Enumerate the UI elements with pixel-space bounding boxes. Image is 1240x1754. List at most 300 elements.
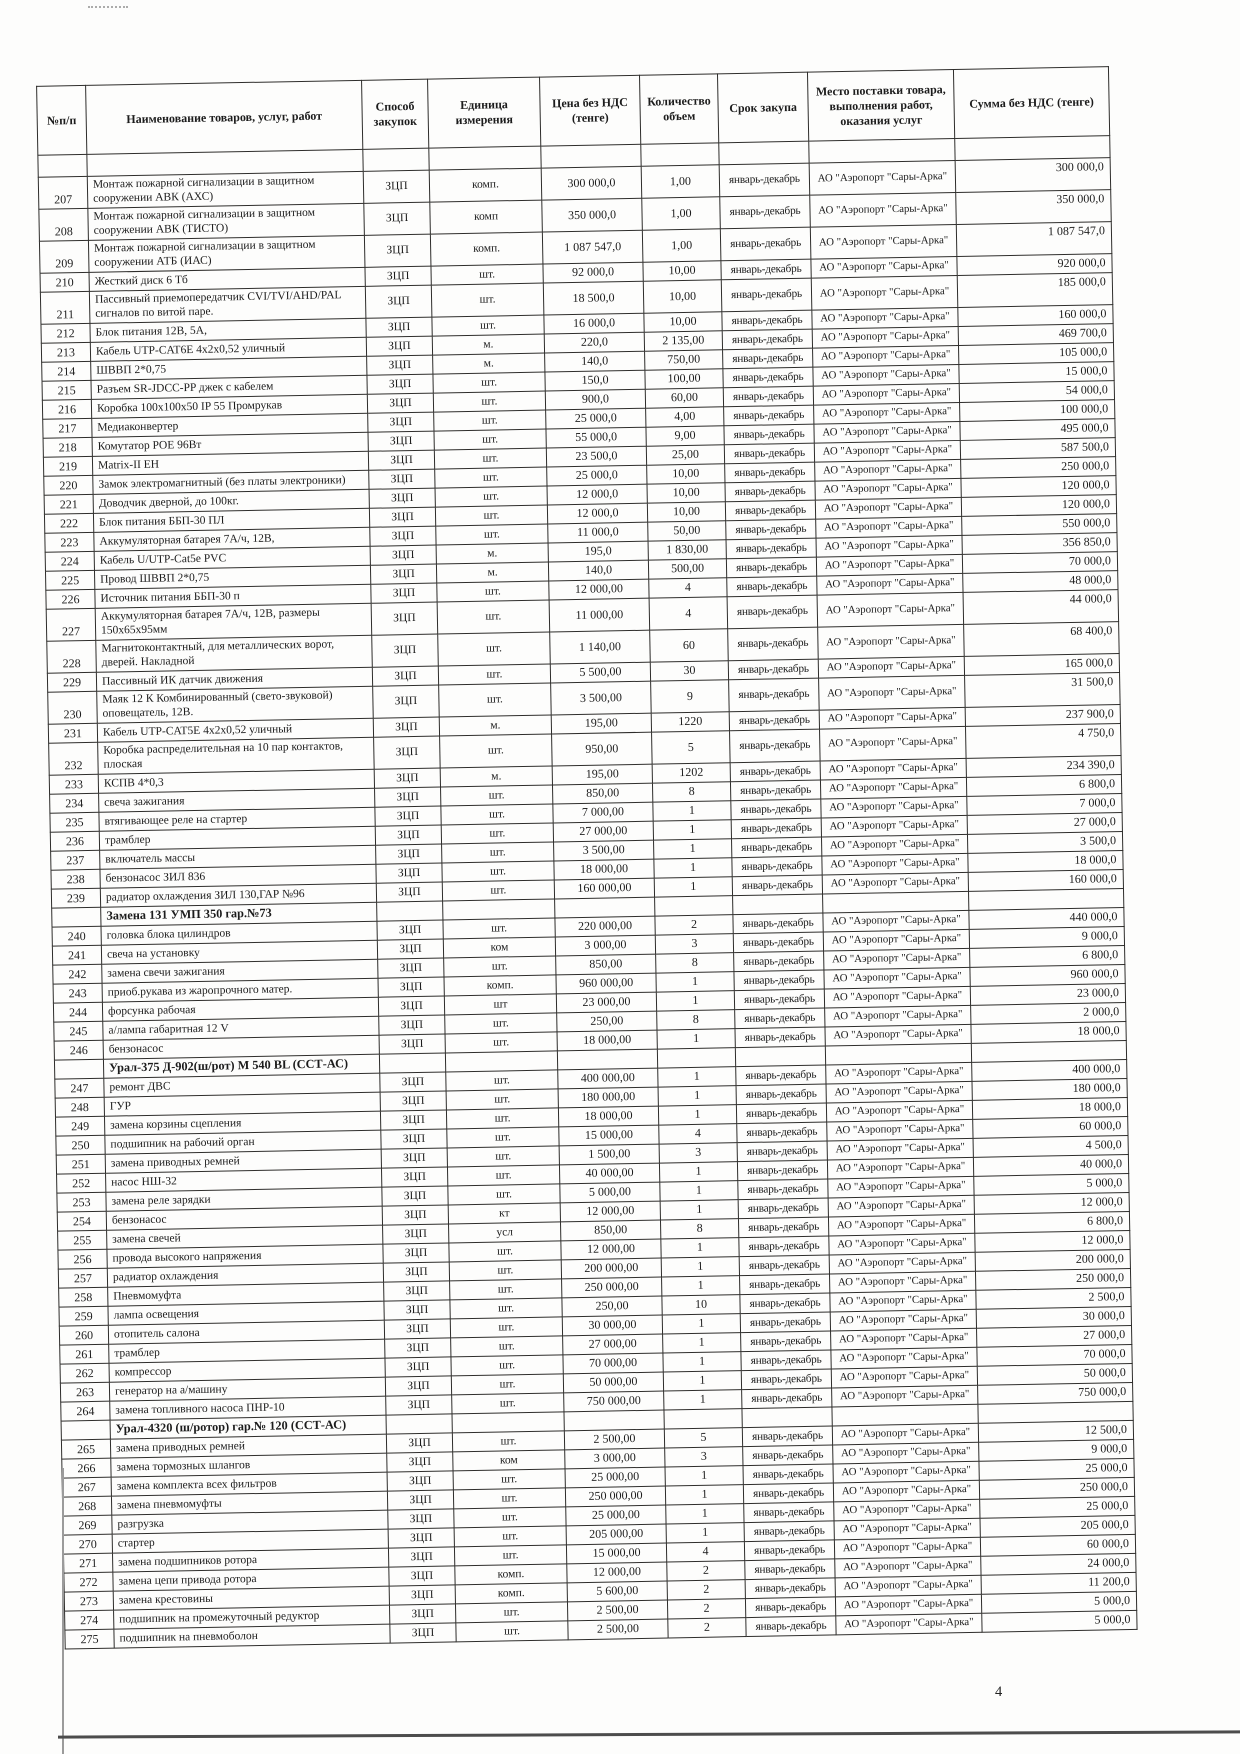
cell-sum: 5 000,0 — [981, 1591, 1136, 1613]
cell-num: 247 — [55, 1078, 104, 1098]
cell-num: 208 — [39, 208, 89, 241]
cell-price: 250 000,00 — [565, 1486, 665, 1507]
cell-method: ЗЦП — [380, 1091, 446, 1111]
cell-term: январь-декабрь — [726, 538, 816, 559]
cell-sum: 356 850,0 — [962, 532, 1117, 554]
cell-place: АО "Аэропорт "Сары-Арка" — [812, 326, 958, 348]
cell-sum: 9 000,0 — [979, 1439, 1134, 1461]
cell-qty: 1 — [662, 1275, 740, 1295]
cell-price: 5 000,00 — [560, 1182, 660, 1203]
cell-name: Пассивный приемопередатчик CVI/TVI/AHD/PAL сигналов по витой паре. — [89, 286, 366, 323]
cell-unit: комп. — [430, 232, 543, 266]
cell-num: 227 — [46, 608, 96, 641]
cell-price: 850,00 — [560, 1220, 660, 1241]
cell-name: КСПВ 4*0,3 — [98, 769, 374, 793]
cell-qty: 4 — [659, 1123, 737, 1143]
cell-name: Доводчик дверной, до 100кг. — [93, 489, 369, 513]
cell-sum: 31 500,0 — [965, 672, 1121, 707]
cell-term: январь-декабрь — [743, 1464, 833, 1485]
cell-place: АО "Аэропорт "Сары-Арка" — [814, 421, 960, 443]
cell-name: ГУР — [104, 1092, 380, 1116]
cell-qty: 1 — [663, 1351, 741, 1371]
cell-name: Монтаж пожарной сигнализации в защитном сооружении АВК (ТИСТО) — [88, 203, 365, 240]
cell-qty: 1 — [666, 1503, 744, 1523]
cell-num: 214 — [42, 361, 91, 381]
cell-unit — [443, 899, 555, 920]
cell-sum: 205 000,0 — [980, 1515, 1135, 1537]
cell-sum: 5 000,0 — [982, 1610, 1137, 1632]
cell-price: 160 000,00 — [554, 878, 654, 899]
cell-num: 266 — [62, 1458, 111, 1478]
cell-place: АО "Аэропорт "Сары-Арка" — [815, 459, 961, 481]
cell-name: Коробка 100х100х50 IP 55 Промрукав — [91, 394, 367, 418]
cell-name: форсунка рабочая — [102, 997, 378, 1021]
cell-method: ЗЦП — [387, 1490, 453, 1510]
header-unit: Единица измерения — [428, 77, 541, 148]
cell-sum: 6 800,0 — [966, 774, 1121, 796]
cell-unit: шт. — [435, 467, 547, 488]
cell-method: ЗЦП — [365, 285, 432, 318]
cell-qty: 5 — [664, 1427, 742, 1447]
cell-term: январь-декабрь — [742, 1426, 832, 1447]
cell-method: ЗЦП — [367, 355, 433, 375]
cell-qty: 1 — [663, 1332, 741, 1352]
cell-name: подшипник на промежуточный редуктор — [114, 1605, 390, 1629]
cell-name: Пневмомуфта — [108, 1282, 384, 1306]
cell-term — [733, 894, 823, 915]
cell-num: 230 — [48, 691, 98, 724]
cell-qty: 1202 — [652, 762, 730, 782]
cell-qty: 2 — [667, 1560, 745, 1580]
cell-qty: 4 — [649, 578, 727, 598]
cell-place: АО "Аэропорт "Сары-Арка" — [810, 224, 957, 259]
cell-name: насос НШ-32 — [106, 1168, 382, 1192]
cell-place: АО "Аэропорт "Сары-Арка" — [823, 910, 969, 932]
cell-term: январь-декабрь — [727, 595, 818, 629]
cell-term: январь-декабрь — [728, 627, 819, 661]
cell-price: 195,0 — [548, 541, 648, 562]
cell-term: январь-декабрь — [736, 1065, 826, 1086]
cell-name: подшипник на пневмоболон — [114, 1624, 390, 1648]
cell-name: Источник питания ББП-30 п — [95, 584, 371, 608]
cell-place: АО "Аэропорт "Сары-Арка" — [834, 1499, 980, 1521]
cell-price: 220,0 — [544, 332, 644, 353]
cell-term: январь-декабрь — [744, 1502, 834, 1523]
cell-unit: шт. — [454, 1507, 566, 1528]
cell-method: ЗЦП — [381, 1129, 447, 1149]
cell-name: замена пневмомуфты — [111, 1491, 387, 1515]
cell-price: 25 000,00 — [566, 1505, 666, 1526]
cell-num: 268 — [62, 1496, 111, 1516]
cell-sum: 120 000,0 — [961, 475, 1116, 497]
cell-method: ЗЦП — [378, 958, 444, 978]
cell-qty: 2 — [667, 1579, 745, 1599]
cell-place: АО "Аэропорт "Сары-Арка" — [822, 853, 968, 875]
cell-sum: 160 000,0 — [968, 869, 1123, 891]
cell-num: 273 — [64, 1591, 113, 1611]
cell-place: АО "Аэропорт "Сары-Арка" — [819, 675, 966, 710]
cell-term: январь-декабрь — [722, 310, 812, 331]
cell-sum: 54 000,0 — [959, 380, 1114, 402]
cell-name: лампа освещения — [108, 1301, 384, 1325]
cell-term: январь-декабрь — [736, 1084, 826, 1105]
cell-term: январь-декабрь — [731, 818, 821, 839]
cell-price: 25 000,0 — [547, 465, 647, 486]
cell-price: 1 140,00 — [550, 630, 651, 664]
cell-sum: 250 000,0 — [975, 1268, 1130, 1290]
cell-price: 140,0 — [545, 351, 645, 372]
cell-name: замена крестовины — [113, 1586, 389, 1610]
cell-unit: комп. — [429, 168, 542, 202]
cell-num: 210 — [40, 272, 89, 292]
cell-price: 3 500,00 — [551, 681, 652, 715]
cell-method: ЗЦП — [388, 1547, 454, 1567]
cell-place: АО "Аэропорт "Сары-Арка" — [831, 1328, 977, 1350]
cell-term: январь-декабрь — [744, 1540, 834, 1561]
cell-name: втягивающее реле на стартер — [99, 807, 375, 831]
cell-name: бензонасос ЗИЛ 836 — [100, 864, 376, 888]
cell-method: ЗЦП — [385, 1338, 451, 1358]
cell-num: 265 — [61, 1439, 110, 1459]
cell-method: ЗЦП — [374, 736, 441, 769]
cell-method: ЗЦП — [386, 1395, 452, 1415]
cell-num: 271 — [63, 1553, 112, 1573]
cell-num: 225 — [45, 570, 94, 590]
table-body — [38, 136, 1137, 1649]
cell-price: 23 500,0 — [546, 446, 646, 467]
cell-term: январь-декабрь — [723, 386, 813, 407]
cell-term: январь-декабрь — [730, 780, 820, 801]
cell-price: 12 000,00 — [567, 1562, 667, 1583]
cell-method: ЗЦП — [376, 844, 442, 864]
cell-term: январь-декабрь — [729, 710, 819, 731]
cell-method: ЗЦП — [383, 1262, 449, 1282]
cell-place: АО "Аэропорт "Сары-Арка" — [816, 516, 962, 538]
cell-qty: 60,00 — [645, 388, 723, 408]
cell-place: АО "Аэропорт "Сары-Арка" — [829, 1271, 975, 1293]
cell-place: АО "Аэропорт "Сары-Арка" — [816, 554, 962, 576]
cell-name: радиатор охлаждения ЗИЛ 130,ГАР №96 — [100, 883, 376, 907]
cell-term: январь-декабрь — [722, 329, 812, 350]
cell-unit: шт. — [451, 1336, 563, 1357]
cell-place: АО "Аэропорт "Сары-Арка" — [821, 796, 967, 818]
cell-term: январь-декабрь — [721, 259, 811, 280]
cell-num: 234 — [50, 793, 99, 813]
cell-unit: шт. — [454, 1545, 566, 1566]
cell-name: приоб.рукава из жаропрочного матер. — [102, 978, 378, 1002]
cell-term: январь-декабрь — [725, 462, 815, 483]
cell-term: январь-декабрь — [726, 519, 816, 540]
cell-unit: шт. — [434, 448, 546, 469]
cell-sum: 105 000,0 — [959, 342, 1114, 364]
cell-num: 207 — [38, 176, 88, 209]
cell-unit: шт — [444, 994, 556, 1015]
cell-unit: шт. — [431, 283, 544, 317]
cell-qty: 1,00 — [642, 197, 721, 230]
cell-place: АО "Аэропорт "Сары-Арка" — [827, 1138, 973, 1160]
cell-unit: шт. — [447, 1165, 559, 1186]
cell-name: Медиаконвертер — [92, 413, 368, 437]
cell-num: 253 — [57, 1192, 106, 1212]
cell-price: 12 000,0 — [547, 503, 647, 524]
cell-sum: 469 700,0 — [958, 324, 1113, 346]
cell-sum: 3 500,0 — [967, 831, 1122, 853]
header-term: Срок закупа — [717, 72, 808, 143]
cell-term: январь-декабрь — [735, 1008, 825, 1029]
cell-unit: м. — [439, 715, 551, 736]
cell-price: 18 500,0 — [543, 281, 644, 315]
cell-method: ЗЦП — [385, 1357, 451, 1377]
cell-price: 2 500,00 — [568, 1619, 668, 1640]
cell-price: 18 000,00 — [557, 1030, 657, 1051]
cell-sum: 250 000,0 — [961, 456, 1116, 478]
cell-price: 27 000,00 — [563, 1334, 663, 1355]
cell-name: отопитель салона — [108, 1320, 384, 1344]
cell-term: январь-декабрь — [740, 1293, 830, 1314]
cell-qty: 1,00 — [642, 229, 721, 262]
cell-qty: 10,00 — [643, 280, 722, 313]
cell-place: АО "Аэропорт "Сары-Арка" — [830, 1309, 976, 1331]
cell-name: генератор на а/машину — [109, 1377, 385, 1401]
cell-term: январь-декабрь — [724, 405, 814, 426]
cell-num: 275 — [65, 1629, 114, 1649]
cell-term: январь-декабрь — [724, 424, 814, 445]
cell-place: АО "Аэропорт "Сары-Арка" — [826, 1081, 972, 1103]
cell-qty: 1 — [663, 1370, 741, 1390]
cell-unit: шт. — [434, 429, 546, 450]
cell-unit: шт. — [441, 823, 553, 844]
cell-unit: шт. — [446, 1089, 558, 1110]
cell-num: 274 — [65, 1610, 114, 1630]
cell-place: АО "Аэропорт "Сары-Арка" — [813, 364, 959, 386]
cell-term: январь-декабрь — [734, 970, 824, 991]
cell-name: трамблер — [109, 1339, 385, 1363]
cell-method: ЗЦП — [372, 634, 439, 667]
cell-qty: 25,00 — [646, 445, 724, 465]
cell-method: ЗЦП — [375, 787, 441, 807]
cell-price: 3 000,00 — [555, 935, 655, 956]
cell-method: ЗЦП — [390, 1623, 456, 1643]
cell-unit: шт. — [452, 1431, 564, 1452]
cell-method: ЗЦП — [387, 1452, 453, 1472]
cell-sum: 180 000,0 — [972, 1078, 1127, 1100]
cell-num: 236 — [50, 831, 99, 851]
cell-unit: комп — [430, 200, 543, 234]
cell-name: Урал-4320 (ш/ротор) гар.№ 120 (ССТ-АС) — [110, 1415, 386, 1439]
cell-price: 18 000,00 — [554, 859, 654, 880]
cell-method: ЗЦП — [371, 583, 437, 603]
cell-term: январь-декабрь — [740, 1274, 830, 1295]
cell-place: АО "Аэропорт "Сары-Арка" — [830, 1290, 976, 1312]
cell-num: 248 — [55, 1097, 104, 1117]
cell-term: январь-декабрь — [736, 1103, 826, 1124]
cell-num: 241 — [52, 945, 101, 965]
cell-name: включатель массы — [100, 845, 376, 869]
cell-price: 12 000,00 — [560, 1201, 660, 1222]
cell-method: ЗЦП — [366, 336, 432, 356]
cell-price: 900,0 — [545, 389, 645, 410]
cell-name: Кабель UTP-CAT6E 4х2х0,52 уличный — [90, 337, 366, 361]
cell-method: ЗЦП — [389, 1585, 455, 1605]
cell-price: 15 000,00 — [566, 1543, 666, 1564]
cell-term — [719, 141, 809, 165]
cell-unit: шт. — [441, 785, 553, 806]
header-name: Наименование товаров, услуг, работ — [86, 80, 363, 154]
cell-name: провода высокого напряжения — [107, 1244, 383, 1268]
cell-price: 25 000,00 — [565, 1467, 665, 1488]
cell-unit: м. — [432, 334, 544, 355]
cell-method: ЗЦП — [372, 666, 438, 686]
cell-sum: 5 000,0 — [974, 1173, 1129, 1195]
cell-price: 850,00 — [556, 954, 656, 975]
cell-place: АО "Аэропорт "Сары-Арка" — [818, 656, 964, 678]
cell-place: АО "Аэропорт "Сары-Арка" — [826, 1062, 972, 1084]
cell-term: январь-декабрь — [728, 659, 818, 680]
cell-name: Замена 131 УМП 350 гар.№73 — [101, 902, 377, 926]
cell-term: январь-декабрь — [723, 367, 813, 388]
cell-sum: 40 000,0 — [973, 1154, 1128, 1176]
header-place: Место поставки товара, выполнения работ, оказания услуг — [807, 70, 954, 142]
cell-num: 255 — [58, 1230, 107, 1250]
cell-num: 269 — [63, 1515, 112, 1535]
cell-unit: комп. — [444, 975, 556, 996]
cell-term: январь-декабрь — [739, 1255, 829, 1276]
cell-unit: ком — [453, 1450, 565, 1471]
cell-num — [38, 154, 87, 177]
cell-unit: шт. — [455, 1602, 567, 1623]
cell-sum: 12 000,0 — [974, 1192, 1129, 1214]
cell-price: 220 000,00 — [555, 916, 655, 937]
cell-price: 140,0 — [548, 560, 648, 581]
cell-sum: 6 800,0 — [974, 1211, 1129, 1233]
cell-place: АО "Аэропорт "Сары-Арка" — [819, 707, 965, 729]
cell-qty: 1 — [659, 1161, 737, 1181]
cell-place: АО "Аэропорт "Сары-Арка" — [822, 872, 968, 894]
cell-method: ЗЦП — [370, 545, 436, 565]
cell-sum: 11 200,0 — [981, 1572, 1136, 1594]
cell-method: ЗЦП — [377, 939, 443, 959]
cell-method: ЗЦП — [369, 469, 435, 489]
cell-method: ЗЦП — [376, 882, 442, 902]
cell-method: ЗЦП — [374, 768, 440, 788]
cell-price: 15 000,00 — [559, 1125, 659, 1146]
cell-num: 237 — [51, 850, 100, 870]
cell-unit: шт. — [446, 1108, 558, 1129]
cell-place: АО "Аэропорт "Сары-Арка" — [832, 1423, 978, 1445]
cell-qty: 1 — [656, 971, 734, 991]
cell-place: АО "Аэропорт "Сары-Арка" — [831, 1347, 977, 1369]
cell-term: январь-декабрь — [732, 875, 822, 896]
cell-unit: шт. — [439, 683, 552, 717]
header-method: Способ закупок — [362, 79, 429, 149]
cell-price: 205 000,00 — [566, 1524, 666, 1545]
cell-price: 5 500,00 — [550, 662, 650, 683]
cell-method: ЗЦП — [365, 266, 431, 286]
cell-unit — [445, 1051, 557, 1072]
cell-place: АО "Аэропорт "Сары-Арка" — [834, 1537, 980, 1559]
cell-qty: 3 — [655, 933, 733, 953]
cell-unit: шт. — [445, 1032, 557, 1053]
cell-unit: шт. — [449, 1260, 561, 1281]
cell-price: 27 000,00 — [553, 821, 653, 842]
cell-num: 216 — [42, 399, 91, 419]
cell-price: 12 000,0 — [547, 484, 647, 505]
cell-unit: шт. — [447, 1146, 559, 1167]
cell-place: АО "Аэропорт "Сары-Арка" — [828, 1176, 974, 1198]
cell-method: ЗЦП — [387, 1471, 453, 1491]
header-price: Цена без НДС (тенге) — [540, 75, 641, 146]
cell-price: 18 000,00 — [558, 1106, 658, 1127]
cell-unit: шт. — [452, 1393, 564, 1414]
cell-place: АО "Аэропорт "Сары-Арка" — [828, 1195, 974, 1217]
cell-qty: 10,00 — [643, 261, 721, 281]
cell-method — [377, 901, 443, 921]
cell-name: замена комплекта всех фильтров — [111, 1472, 387, 1496]
cell-unit: шт. — [437, 600, 550, 634]
cell-place: АО "Аэропорт "Сары-Арка" — [813, 345, 959, 367]
cell-unit — [452, 1412, 564, 1433]
cell-method: ЗЦП — [378, 996, 444, 1016]
cell-method: ЗЦП — [381, 1148, 447, 1168]
cell-price: 350 000,0 — [542, 198, 643, 232]
cell-place: АО "Аэропорт "Сары-Арка" — [835, 1575, 981, 1597]
cell-place: АО "Аэропорт "Сары-Арка" — [824, 948, 970, 970]
cell-qty: 1 — [658, 1085, 736, 1105]
cell-method: ЗЦП — [380, 1110, 446, 1130]
cell-unit: м. — [436, 562, 548, 583]
cell-qty: 10,00 — [647, 483, 725, 503]
cell-sum: 7 000,0 — [967, 793, 1122, 815]
cell-method: ЗЦП — [382, 1205, 448, 1225]
cell-term: январь-декабрь — [720, 227, 811, 261]
cell-sum: 100 000,0 — [960, 399, 1115, 421]
cell-term — [742, 1407, 832, 1428]
cell-unit: шт. — [432, 315, 544, 336]
cell-term: январь-декабрь — [735, 1027, 825, 1048]
cell-method: ЗЦП — [375, 806, 441, 826]
cell-qty: 60 — [650, 629, 729, 662]
cell-name: головка блока цилиндров — [101, 921, 377, 945]
cell-qty: 10,00 — [644, 312, 722, 332]
cell-unit: шт. — [450, 1298, 562, 1319]
cell-name: замена свечей — [107, 1225, 383, 1249]
cell-term: январь-декабрь — [719, 163, 810, 197]
cell-unit: шт. — [448, 1184, 560, 1205]
cell-place — [809, 138, 955, 163]
scan-artifact-dots — [88, 6, 128, 8]
cell-sum: 237 900,0 — [965, 704, 1120, 726]
cell-qty: 1 — [654, 857, 732, 877]
cell-price: 2 500,00 — [567, 1600, 667, 1621]
header-sum: Сумма без НДС (тенге) — [953, 67, 1109, 139]
cell-qty — [664, 1408, 742, 1428]
cell-num: 243 — [53, 983, 102, 1003]
cell-unit: шт. — [442, 842, 554, 863]
cell-name: Монтаж пожарной сигнализации в защитном сооружении АВК (АХС) — [87, 171, 364, 208]
cell-sum: 30 000,0 — [976, 1306, 1131, 1328]
cell-sum: 60 000,0 — [980, 1534, 1135, 1556]
scan-artifact-left-edge — [62, 1468, 64, 1754]
cell-num: 245 — [54, 1021, 103, 1041]
cell-name: Аккумуляторная батарея 7А/ч, 12В, — [94, 527, 370, 551]
cell-price: 250,00 — [562, 1296, 662, 1317]
cell-term: январь-декабрь — [720, 195, 811, 229]
cell-name: Провод ШВВП 2*0,75 — [94, 565, 370, 589]
cell-name: Маяк 12 К Комбинированный (свето-звуковой) оповещатель, 12В. — [97, 686, 374, 723]
procurement-table — [36, 66, 1137, 1649]
cell-term: январь-декабрь — [733, 932, 823, 953]
cell-name: Пассивный ИК датчик движения — [96, 667, 372, 691]
